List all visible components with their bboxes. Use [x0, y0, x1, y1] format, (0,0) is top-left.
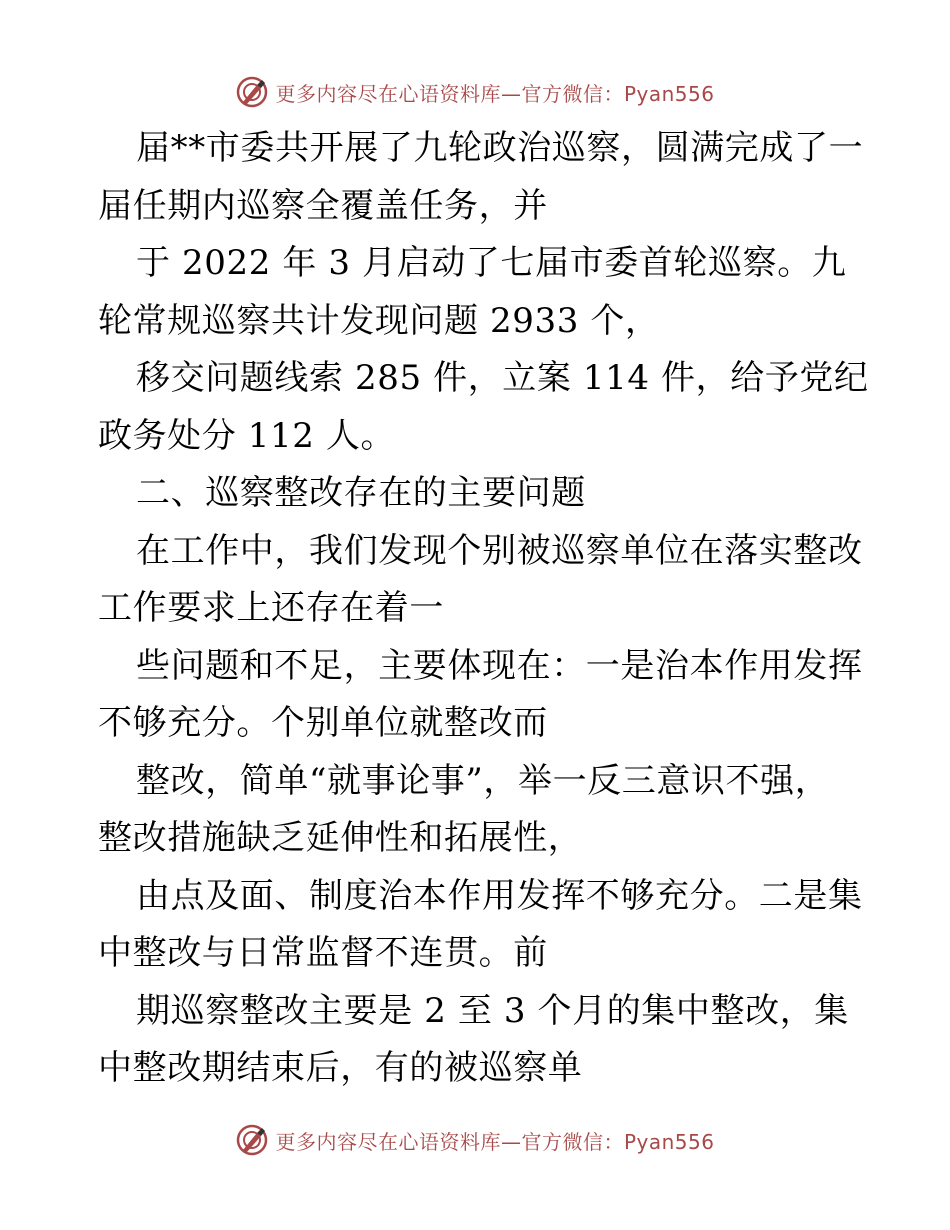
text-line: 轮常规巡察共计发现问题 2933 个，	[98, 300, 660, 341]
header-watermark	[0, 72, 950, 112]
text-line: 届**市委共开展了九轮政治巡察，圆满完成了一	[136, 128, 864, 168]
text-line: 在工作中，我们发现个别被巡察单位在落实整改	[136, 530, 863, 571]
document-body	[98, 120, 869, 1098]
section-heading: 二、巡察整改存在的主要问题	[136, 473, 586, 513]
text-line: 中整改与日常监督不连贯。前	[98, 933, 548, 973]
text-line: 期巡察整改主要是 2 至 3 个月的集中整改，集	[136, 990, 849, 1031]
watermark-text: 更多内容尽在心语资料库—官方微信：Pyan556	[275, 1129, 715, 1154]
text-line: 不够充分。个别单位就整改而	[98, 703, 548, 743]
text-line: 工作要求上还存在着一	[98, 588, 444, 628]
pen-logo-icon	[235, 1123, 269, 1157]
text-line: 政务处分 112 人。	[98, 415, 396, 456]
text-line: 中整改期结束后，有的被巡察单	[98, 1048, 583, 1088]
text-line: 整改措施缺乏延伸性和拓展性，	[98, 818, 583, 858]
text-line: 移交问题线索 285 件，立案 114 件，给予党纪	[136, 358, 869, 398]
footer-watermark	[0, 1120, 950, 1160]
text-line: 些问题和不足，主要体现在：一是治本作用发挥	[136, 645, 863, 686]
text-line: 整改，简单“就事论事”，举一反三意识不强，	[136, 760, 830, 801]
text-line: 届任期内巡察全覆盖任务，并	[98, 185, 548, 226]
watermark-text: 更多内容尽在心语资料库—官方微信：Pyan556	[275, 81, 715, 106]
pen-logo-icon	[235, 75, 269, 109]
text-line: 由点及面、制度治本作用发挥不够充分。二是集	[136, 875, 863, 916]
text-line: 于 2022 年 3 月启动了七届市委首轮巡察。九	[136, 243, 847, 283]
